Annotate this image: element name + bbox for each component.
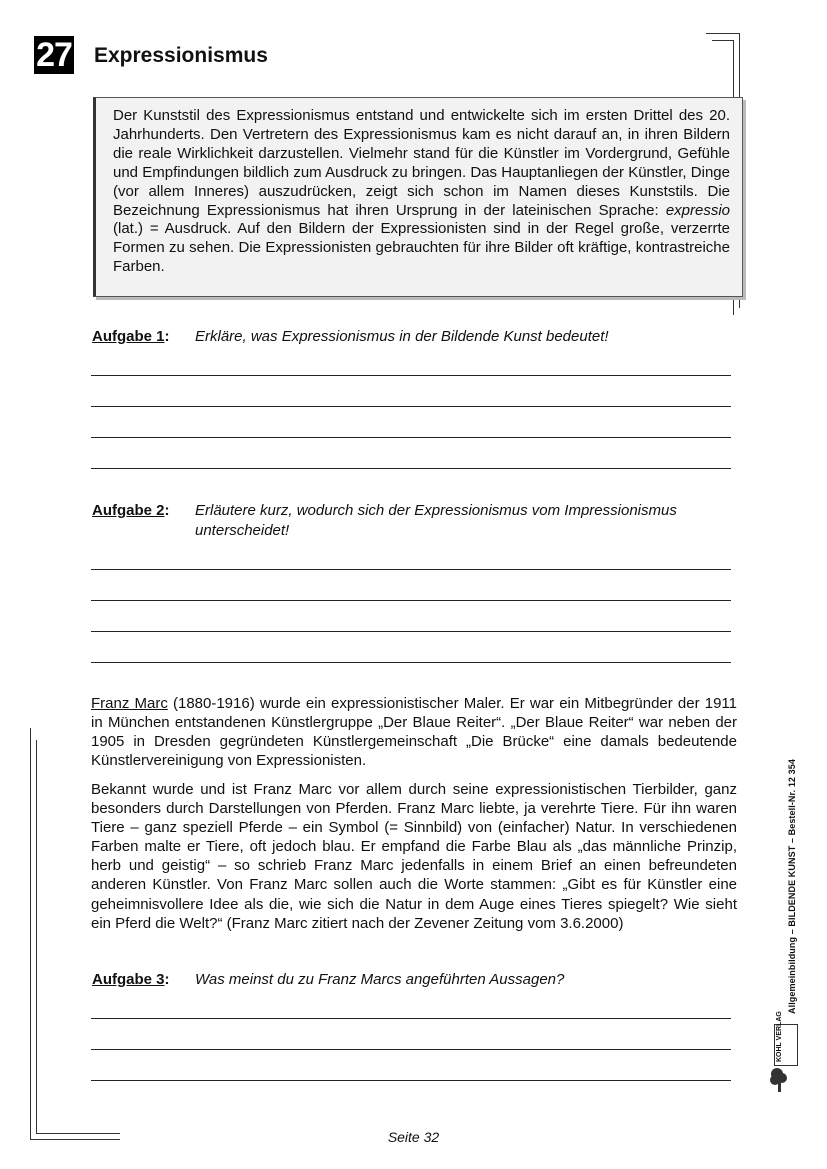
task-3-text: Was meinst du zu Franz Marcs angeführten Aussagen? <box>195 971 565 988</box>
marc-paragraph-1 <box>91 694 737 770</box>
frame-bottom-left-v2 <box>36 740 37 1134</box>
answer-line[interactable] <box>91 600 731 601</box>
task-1-label: Aufgabe 1: <box>92 328 170 345</box>
sidebar-order-info: Allgemeinbildung – BILDENDE KUNST – Bestell-Nr. 12 354 <box>787 759 797 1014</box>
publisher-name: KOHL VERLAG <box>776 1011 783 1062</box>
answer-line[interactable] <box>91 569 731 570</box>
answer-line[interactable] <box>91 375 731 376</box>
tree-icon <box>769 1066 789 1094</box>
task-3 <box>92 970 705 990</box>
chapter-number: 27 <box>34 36 74 74</box>
intro-text-1: Der Kunststil des Expressionismus entstand und entwickelte sich im ersten Drittel des 20. Jahrhunderts. Den Vertretern des Expressionismus kam es nicht darauf an, in ihren Bildern die reale Wirklichkeit darzustellen. Vielmehr stand für die Künstler im Vordergrund, Gefühle und Empfindungen bildlich zum Ausdruck zu bringen. Das Hauptanliegen der Künstler, Dinge (vor allem Inneres) auszudrücken, zeigt sich schon im Namen dieses Kunststils. Die Bezeichnung Expressionismus hat ihren Ursprung in der lateinischen Sprache: <box>113 107 730 219</box>
task-3-label: Aufgabe 3: <box>92 971 170 988</box>
frame-top-right-h2 <box>712 40 733 41</box>
page-number: Seite 32 <box>387 1129 440 1145</box>
task-2-label: Aufgabe 2: <box>92 502 170 519</box>
marc-name: Franz Marc <box>91 695 168 712</box>
frame-top-right-h1 <box>706 33 740 34</box>
intro-text-2: (lat.) = Ausdruck. Auf den Bildern der Expressionisten sind in der Regel große, verzerrte Formen zu sehen. Die Expressionisten gebrauchten für ihre Bilder oft kräftige, kontrastreiche Farben. <box>113 220 730 276</box>
marc-text-1: (1880-1916) wurde ein expressionistischer Maler. Er war ein Mitbegründer der 1911 in München entstandenen Künstlergruppe „Der Blaue Reiter“. „Der Blaue Reiter“ war neben der 1905 in Dresden gegründeten Künstlergemeinschaft „Die Brücke“ eine damals bedeutende Künstlervereinigung von Expressionisten. <box>91 695 737 770</box>
task-1-text: Erkläre, was Expressionismus in der Bildende Kunst bedeutet! <box>195 328 609 345</box>
intro-box <box>93 97 743 297</box>
answer-line[interactable] <box>91 662 731 663</box>
task-2 <box>92 501 705 541</box>
answer-line[interactable] <box>91 1018 731 1019</box>
answer-line[interactable] <box>91 406 731 407</box>
page-title: Expressionismus <box>94 44 268 67</box>
task-1 <box>92 327 705 347</box>
answer-line[interactable] <box>91 437 731 438</box>
marc-paragraph-2: Bekannt wurde und ist Franz Marc vor allem durch seine expressionistischen Tierbilder, ganz besonders durch Darstellungen von Pferden. Franz Marc liebte, ja verehrte Tiere. Für ihn waren Tiere – ganz speziell Pferde – ein Symbol (= Sinnbild) von (einfacher) Natur. In verschiedenen Farben malte er Tiere, oft jedoch blau. Er empfand die Farbe Blau als „das männliche Prinzip, herb und geistig“ – so schrieb Franz Marc jedenfalls in einem Brief an einen befreundeten anderen Künstler. Von Franz Marc sollen auch die Worte stammen: „Gibt es für Künstler eine geheimnisvollere Idee als die, wie sich die Natur in dem Auge eines Tieres spiegelt? Wie sieht ein Pferd die Welt?“ (Franz Marc zitiert nach der Zevener Zeitung vom 3.6.2000) <box>91 781 737 932</box>
intro-term: expressio <box>665 201 731 219</box>
answer-line[interactable] <box>91 1080 731 1081</box>
answer-line[interactable] <box>91 468 731 469</box>
answer-line[interactable] <box>91 1049 731 1050</box>
answer-line[interactable] <box>91 631 731 632</box>
task-2-text: Erläutere kurz, wodurch sich der Expressionismus vom Impressionismus unterscheidet! <box>195 502 677 539</box>
frame-bottom-left-v1 <box>30 728 31 1140</box>
